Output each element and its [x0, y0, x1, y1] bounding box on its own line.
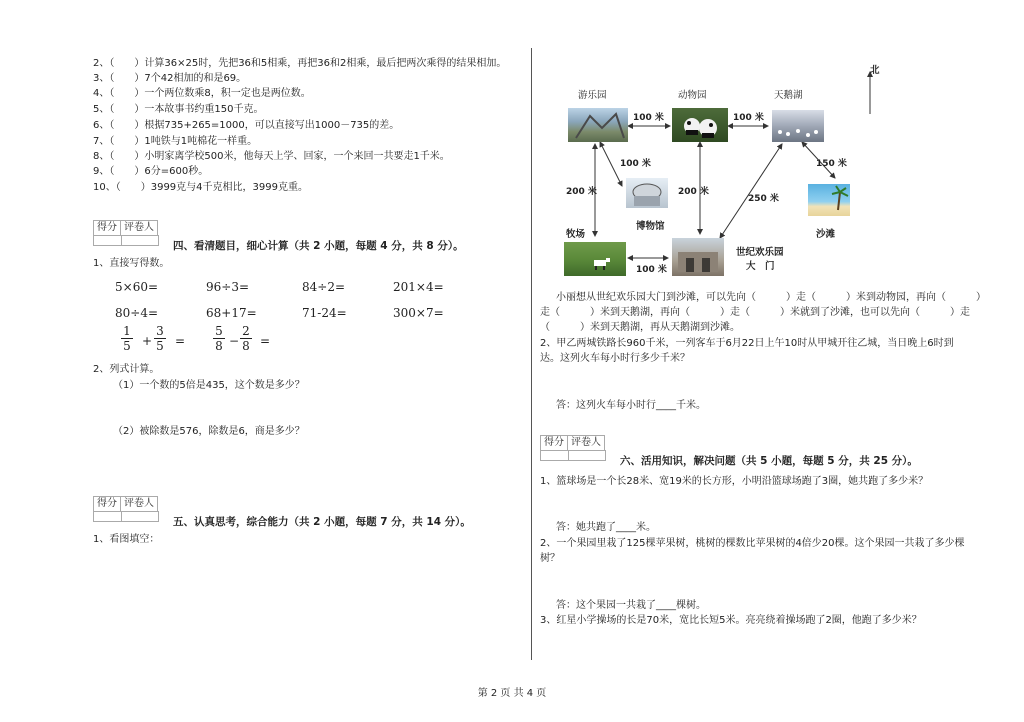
tf-item-2: 2、（ ）计算36×25时，先把36和5相乘，再把36和2相乘，最后把两次乘得的结果相加。	[93, 58, 507, 69]
pasture-photo	[564, 242, 626, 276]
s6-q2-line1: 2、一个果园里栽了125棵苹果树，桃树的棵数比苹果树的4倍少20棵。这个果园一共栽了多少棵	[540, 538, 965, 549]
tf-item-3: 3、（ ）7个42相加的和是69。	[93, 73, 247, 84]
map-question-line1: 小丽想从世纪欢乐园大门到沙滩，可以先向（ ）走（ ）米到动物园，再向（ ）	[556, 292, 986, 303]
section-4-title: 四、看清题目，细心计算（共 2 小题，每题 4 分，共 8 分）。	[173, 240, 464, 252]
page-footer: 第 2 页 共 4 页	[477, 688, 547, 699]
calc-4: 201×4=	[393, 280, 444, 294]
tf-item-4: 4、（ ）一个两位数乘8，积一定也是两位数。	[93, 88, 311, 99]
calc-2: 96÷3=	[206, 280, 250, 294]
tf-item-6: 6、（ ）根据735+265=1000，可以直接写出1000－735的差。	[93, 120, 400, 131]
dist-pasture-gate: 100 米	[636, 265, 667, 275]
beach-photo	[808, 184, 850, 216]
fraction-a2: 5 8	[213, 324, 225, 353]
grader-label: 评卷人	[124, 222, 154, 233]
calc-7: 71-24=	[302, 306, 347, 320]
score-box	[540, 435, 605, 451]
museum-photo	[626, 178, 668, 208]
score-label: 得分	[94, 221, 121, 235]
swan-lake-label: 天鹅湖	[774, 90, 803, 101]
north-label: 北	[870, 65, 880, 76]
left-column	[93, 52, 523, 612]
dist-play-pasture: 200 米	[566, 187, 597, 197]
section-5-title: 五、认真思考，综合能力（共 2 小题，每题 7 分，共 14 分）。	[173, 516, 471, 528]
q2-line1: 2、甲乙两城铁路长960千米，一列客车于6月22日上午10时从甲城开往乙城，当日晚上6时到	[540, 338, 954, 349]
calc-3: 84÷2=	[302, 280, 346, 294]
score-box-blank	[93, 235, 159, 246]
gate-photo	[672, 238, 724, 276]
museum-label: 博物馆	[636, 221, 665, 232]
tf-item-5: 5、（ ）一本故事书约重150千克。	[93, 104, 264, 115]
gate-label-line1: 世纪欢乐园	[736, 247, 784, 258]
playground-photo	[568, 108, 628, 142]
s5-q1: 1、看图填空：	[93, 534, 160, 545]
arrow-play-museum	[600, 142, 622, 186]
calc-6: 68+17=	[206, 306, 257, 320]
dist-zoo-gate: 200 米	[678, 187, 709, 197]
dist-swan-beach: 150 米	[816, 159, 847, 169]
route-map	[540, 60, 900, 280]
grader-label: 评卷人	[571, 437, 601, 448]
tf-item-8: 8、（ ）小明家离学校500米，他每天上学、回家，一个来回一共要走1千米。	[93, 151, 450, 162]
score-box	[93, 220, 158, 236]
score-label: 得分	[94, 497, 121, 511]
dist-zoo-swan: 100 米	[733, 113, 764, 123]
s6-a1: 答：她共跑了____米。	[556, 522, 656, 533]
calc-1: 5×60=	[115, 280, 159, 294]
fraction-eq1: =	[175, 334, 186, 348]
fraction-eq2: =	[260, 334, 271, 348]
s4-q1: 1、直接写得数。	[93, 258, 170, 269]
tf-item-10: 10、（ ）3999克与4千克相比，3999克重。	[93, 182, 308, 193]
s4-q2-1: （1）一个数的5倍是435，这个数是多少？	[113, 380, 305, 391]
playground-label: 游乐园	[578, 90, 607, 101]
calc-8: 300×7=	[393, 306, 444, 320]
column-divider	[531, 48, 532, 660]
gate-label-line2: 大 门	[746, 261, 775, 272]
s6-q2-line2: 树？	[540, 553, 560, 564]
map-question-line2: 走（ ）米到天鹅湖，再向（ ）走（ ）米就到了沙滩，也可以先向（ ）走	[540, 307, 970, 318]
fraction-b2: 2 8	[240, 324, 252, 353]
grader-label: 评卷人	[124, 498, 154, 509]
map-question-line3: （ ）米到天鹅湖，再从天鹅湖到沙滩。	[540, 322, 740, 333]
s6-a2: 答：这个果园一共栽了____棵树。	[556, 600, 706, 611]
section-6-title: 六、活用知识，解决问题（共 5 小题，每题 5 分，共 25 分）。	[620, 455, 918, 467]
fraction-op1: +	[142, 334, 153, 348]
fraction-b1: 3 5	[154, 324, 166, 353]
dist-play-zoo: 100 米	[633, 113, 664, 123]
swan-lake-photo	[772, 110, 824, 142]
fraction-a1: 1 5	[121, 324, 133, 353]
q2-line2: 达。这列火车每小时行多少千米？	[540, 353, 690, 364]
dist-play-museum: 100 米	[620, 159, 651, 169]
fraction-op2: −	[229, 334, 240, 348]
s6-q3: 3、红星小学操场的长是70米，宽比长短5米。亮亮绕着操场跑了2圈，他跑了多少米？	[540, 615, 922, 626]
zoo-photo	[672, 108, 728, 142]
beach-label: 沙滩	[816, 229, 836, 240]
q2-answer: 答：这列火车每小时行____千米。	[556, 400, 706, 411]
s4-q2-2: （2）被除数是576，除数是6，商是多少？	[113, 426, 305, 437]
dist-gate-swan: 250 米	[748, 194, 779, 204]
zoo-label: 动物园	[678, 90, 707, 101]
score-label: 得分	[541, 436, 568, 450]
calc-5: 80÷4=	[115, 306, 159, 320]
score-box-blank	[93, 511, 159, 522]
score-box-blank	[540, 450, 606, 461]
pasture-label: 牧场	[566, 229, 586, 240]
score-box	[93, 496, 158, 512]
tf-item-9: 9、（ ）6分=600秒。	[93, 166, 209, 177]
s4-q2: 2、列式计算。	[93, 364, 160, 375]
tf-item-7: 7、（ ）1吨铁与1吨棉花一样重。	[93, 136, 258, 147]
s6-q1: 1、篮球场是一个长28米、宽19米的长方形，小明沿篮球场跑了3圈，她共跑了多少米？	[540, 476, 929, 487]
